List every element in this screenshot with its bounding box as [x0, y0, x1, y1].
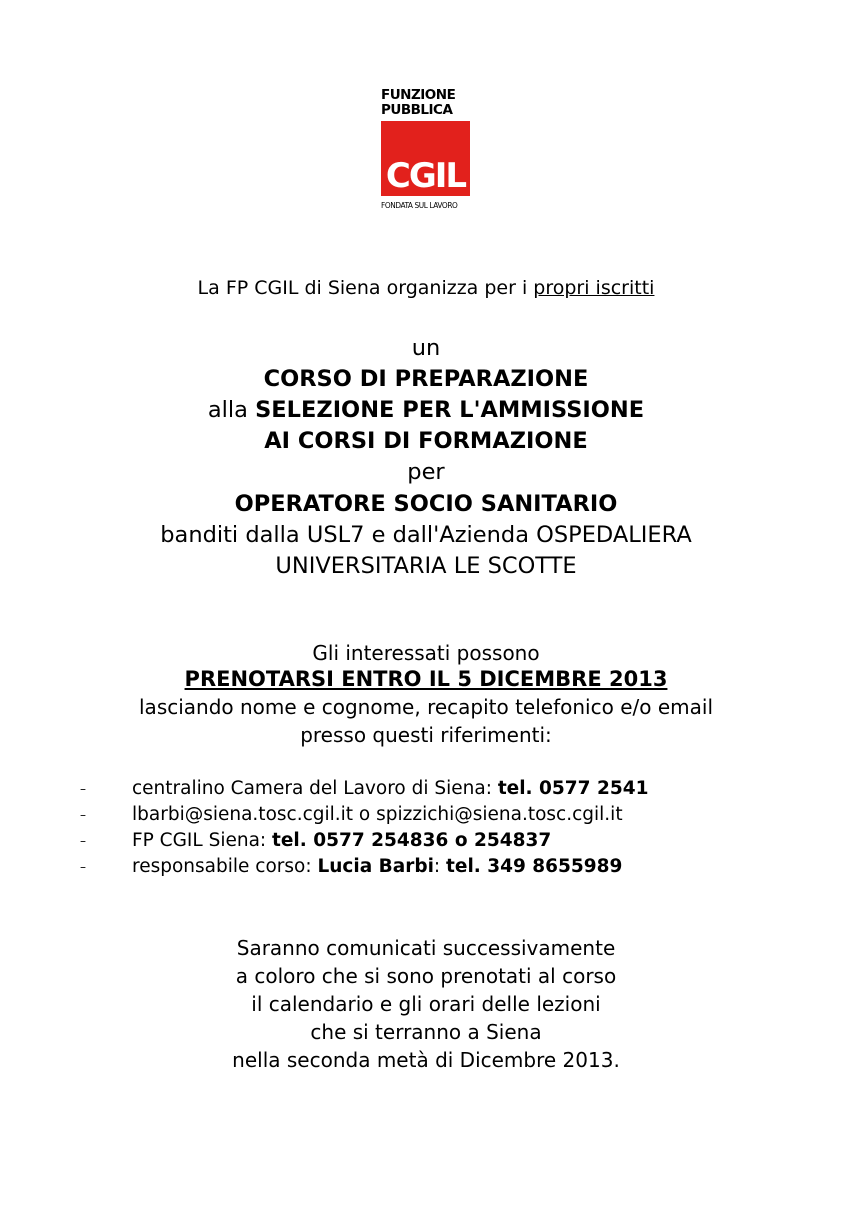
fp-cgil-logo [381, 88, 473, 224]
logo-wordmark [381, 88, 473, 118]
list-item [80, 828, 800, 854]
logo-tagline: FONDATA SUL LAVORO [381, 200, 458, 210]
contacts-list [80, 776, 800, 880]
logo-red-square [381, 121, 470, 196]
contact-name: Lucia Barbi [317, 856, 434, 877]
intro-text: La FP CGIL di Siena organizza per i [197, 277, 534, 299]
booking-line4: presso questi riferimenti: [300, 723, 552, 747]
booking-line3: lasciando nome e cognome, recapito telefonico e/o email [139, 695, 713, 719]
closing-line5: nella seconda metà di Dicembre 2013. [232, 1048, 620, 1072]
contact-label: responsabile corso: [132, 856, 318, 877]
logo-mark: CGIL [385, 156, 466, 196]
intro-line [0, 276, 852, 300]
title-corsi: AI CORSI DI FORMAZIONE [264, 428, 588, 454]
intro-underlined: propri iscritti [533, 277, 655, 299]
title-universitaria: UNIVERSITARIA LE SCOTTE [275, 553, 577, 579]
logo-line1: FUNZIONE [381, 87, 456, 103]
closing-line4: che si terranno a Siena [310, 1020, 542, 1044]
contact-phone: tel. 349 8655989 [446, 856, 623, 877]
title-corso: CORSO DI PREPARAZIONE [263, 366, 589, 392]
bullet-dash: – [80, 782, 86, 796]
contact-phone: tel. 0577 2541 [497, 778, 649, 799]
bullet-dash: – [80, 860, 86, 874]
closing-line2: a coloro che si sono prenotati al corso [235, 964, 617, 988]
contact-emails: lbarbi@siena.tosc.cgil.it o spizzichi@siena.tosc.cgil.it [132, 804, 623, 825]
contact-separator: : [433, 856, 447, 877]
booking-deadline: PRENOTARSI ENTRO IL 5 DICEMBRE 2013 [184, 667, 668, 691]
title-selezione: SELEZIONE PER L'AMMISSIONE [255, 397, 645, 423]
booking-line1: Gli interessati possono [312, 641, 540, 665]
contact-label: centralino Camera del Lavoro di Siena: [132, 778, 498, 799]
title-selezione-line [0, 394, 852, 426]
list-item [80, 802, 800, 828]
contact-phone: tel. 0577 254836 o 254837 [272, 830, 552, 851]
title-per: per [407, 459, 445, 485]
logo-line2: PUBBLICA [381, 102, 453, 118]
title-banditi: banditi dalla USL7 e dall'Azienda OSPEDALIERA [160, 522, 692, 548]
list-item [80, 776, 800, 802]
title-oss: OPERATORE SOCIO SANITARIO [234, 491, 618, 517]
contact-label: FP CGIL Siena: [132, 830, 273, 851]
bullet-dash: – [80, 834, 86, 848]
list-item [80, 854, 800, 880]
title-un: un [411, 335, 441, 361]
closing-line3: il calendario e gli orari delle lezioni [251, 992, 601, 1016]
title-alla: alla [207, 397, 256, 423]
closing-line1: Saranno comunicati successivamente [236, 936, 616, 960]
bullet-dash: – [80, 808, 86, 822]
